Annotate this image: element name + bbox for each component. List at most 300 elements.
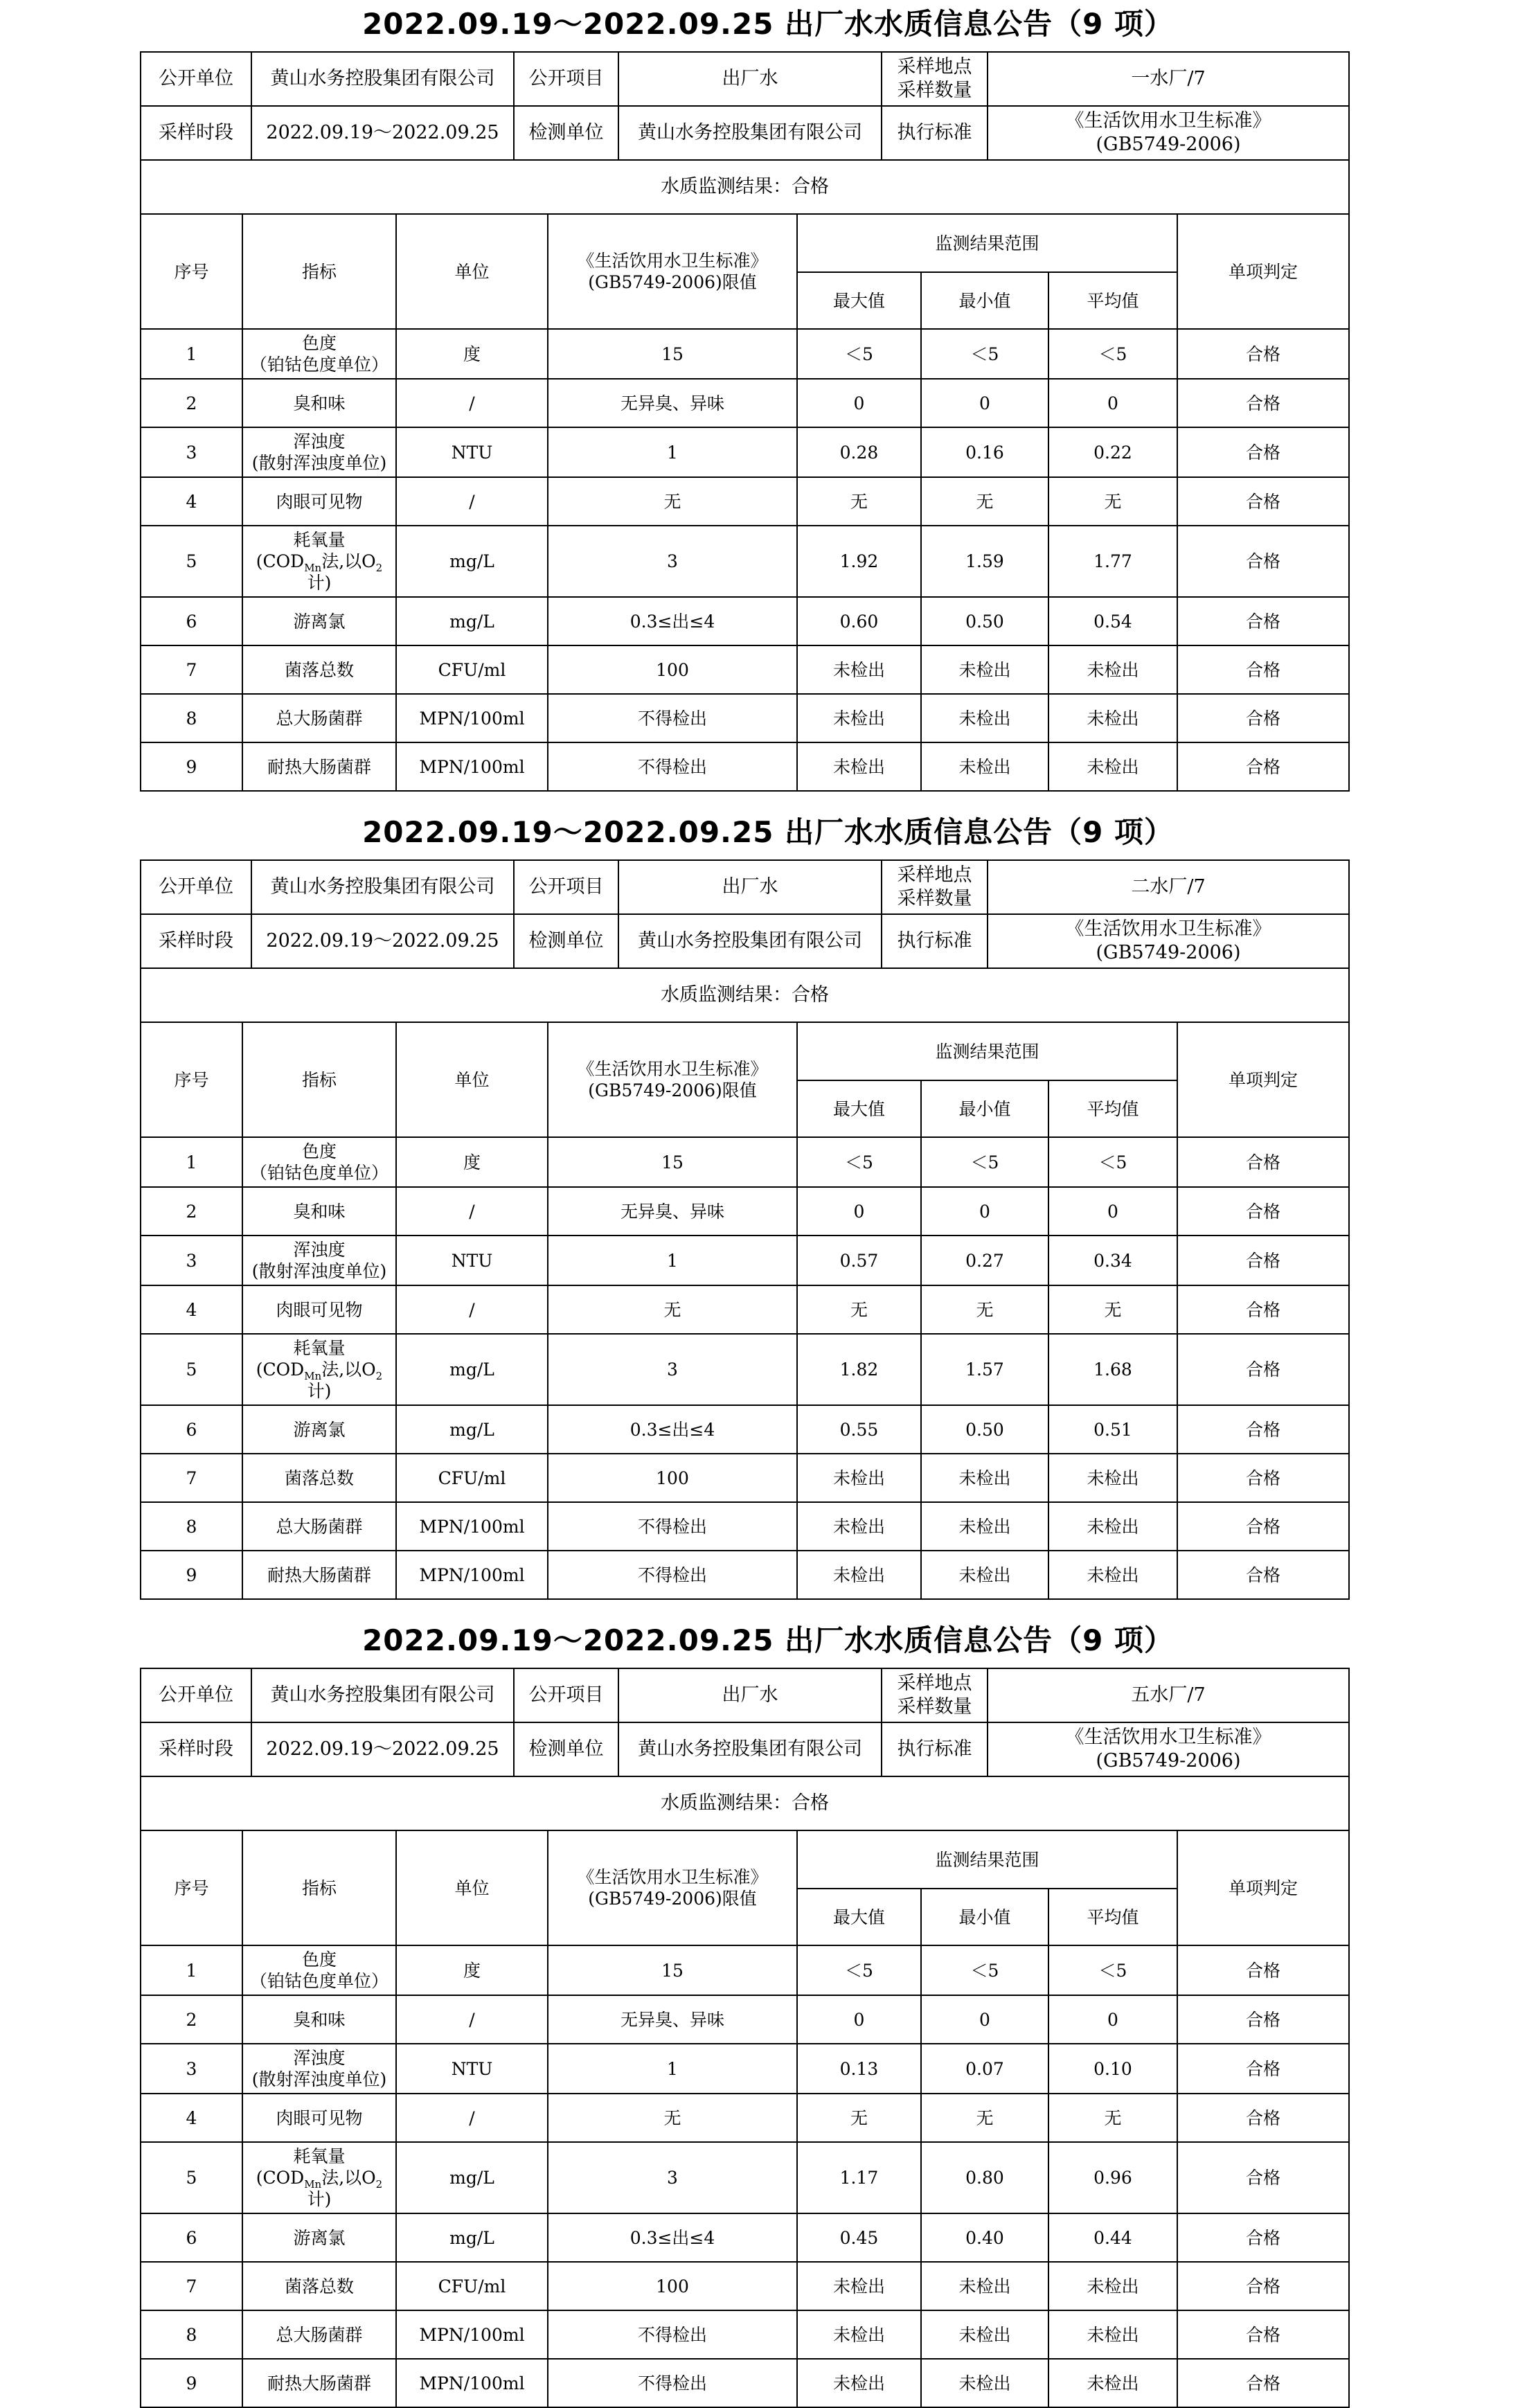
col-header-limit: 《生活饮用水卫生标准》 (GB5749-2006)限值: [548, 1830, 797, 1945]
results-table: [140, 213, 1350, 792]
row-number: 6: [141, 1405, 242, 1454]
indicator-name: 色度 （铂钴色度单位）: [242, 1137, 396, 1187]
judge-value: 合格: [1177, 2310, 1349, 2359]
min-value: ＜5: [921, 329, 1048, 379]
results-body: [141, 1945, 1349, 2407]
row-number: 1: [141, 1945, 242, 1995]
col-header-unit: 单位: [396, 1022, 548, 1137]
max-value: 0: [797, 379, 921, 427]
col-header-avg: 平均值: [1048, 1080, 1177, 1137]
result-row: [141, 1502, 1349, 1551]
avg-value: 1.77: [1048, 526, 1177, 597]
avg-value: 未检出: [1048, 1551, 1177, 1599]
result-row: [141, 2094, 1349, 2142]
result-row: [141, 597, 1349, 645]
judge-value: 合格: [1177, 1405, 1349, 1454]
result-row: [141, 1995, 1349, 2044]
indicator-name: 浑浊度 (散射浑浊度单位): [242, 1236, 396, 1285]
indicator-name: 浑浊度 (散射浑浊度单位): [242, 2044, 396, 2094]
row-number: 1: [141, 1137, 242, 1187]
avg-value: 0.54: [1048, 597, 1177, 645]
results-head: [141, 1830, 1349, 1945]
result-row: [141, 2310, 1349, 2359]
indicator-unit: NTU: [396, 1236, 548, 1285]
avg-value: 0.34: [1048, 1236, 1177, 1285]
min-value: 无: [921, 1285, 1048, 1334]
max-value: ＜5: [797, 1945, 921, 1995]
judge-value: 合格: [1177, 2142, 1349, 2213]
indicator-limit: 1: [548, 427, 797, 477]
row-number: 2: [141, 1187, 242, 1236]
col-header-judge: 单项判定: [1177, 1830, 1349, 1945]
col-header-no: 序号: [141, 1830, 242, 1945]
result-row: [141, 2359, 1349, 2407]
sample-site-count-value: 二水厂/7: [988, 860, 1349, 914]
indicator-unit: MPN/100ml: [396, 1502, 548, 1551]
results-table: [140, 1830, 1350, 2408]
indicator-limit: 3: [548, 2142, 797, 2213]
max-value: 1.82: [797, 1334, 921, 1405]
indicator-unit: /: [396, 1995, 548, 2044]
min-value: 未检出: [921, 1454, 1048, 1502]
min-value: 0.50: [921, 597, 1048, 645]
min-value: 1.59: [921, 526, 1048, 597]
indicator-unit: CFU/ml: [396, 645, 548, 694]
min-value: 未检出: [921, 742, 1048, 791]
test-unit-label: 检测单位: [514, 106, 618, 160]
public-unit-label: 公开单位: [141, 1668, 251, 1722]
indicator-name: 耗氧量 ($COD_{Mn}$法,以$O_2$计): [242, 526, 396, 597]
result-row: [141, 1454, 1349, 1502]
max-value: 0.55: [797, 1405, 921, 1454]
indicator-name: 游离氯: [242, 597, 396, 645]
report-block: [0, 815, 1536, 1600]
result-row: [141, 1945, 1349, 1995]
indicator-name: 肉眼可见物: [242, 477, 396, 526]
result-row: [141, 526, 1349, 597]
max-value: 0: [797, 1995, 921, 2044]
col-header-min: 最小值: [921, 1080, 1048, 1137]
sample-period-value: 2022.09.19～2022.09.25: [251, 106, 514, 160]
col-header-range-group: 监测结果范围: [797, 1022, 1177, 1080]
indicator-unit: 度: [396, 1945, 548, 1995]
public-project-label: 公开项目: [514, 860, 618, 914]
min-value: 未检出: [921, 2310, 1048, 2359]
sample-site-count-label: 采样地点 采样数量: [882, 52, 988, 106]
max-value: ＜5: [797, 1137, 921, 1187]
avg-value: 0.22: [1048, 427, 1177, 477]
indicator-limit: 不得检出: [548, 2310, 797, 2359]
standard-value: 《生活饮用水卫生标准》 (GB5749-2006): [988, 106, 1349, 160]
indicator-name: 浑浊度 (散射浑浊度单位): [242, 427, 396, 477]
min-value: 0.80: [921, 2142, 1048, 2213]
indicator-limit: 100: [548, 2262, 797, 2310]
indicator-name: 肉眼可见物: [242, 1285, 396, 1334]
sample-period-label: 采样时段: [141, 106, 251, 160]
public-unit-label: 公开单位: [141, 52, 251, 106]
result-row: [141, 1285, 1349, 1334]
report-title: 2022.09.19～2022.09.25 出厂水水质信息公告（9 项）: [362, 1623, 1174, 1657]
col-header-avg: 平均值: [1048, 1889, 1177, 1945]
sample-period-label: 采样时段: [141, 914, 251, 968]
result-row: [141, 2142, 1349, 2213]
avg-value: 未检出: [1048, 742, 1177, 791]
col-header-max: 最大值: [797, 272, 921, 329]
row-number: 3: [141, 1236, 242, 1285]
report-info-table: [140, 51, 1350, 215]
indicator-unit: MPN/100ml: [396, 2359, 548, 2407]
overall-result-row: [141, 968, 1349, 1022]
public-project-label: 公开项目: [514, 52, 618, 106]
col-header-limit: 《生活饮用水卫生标准》 (GB5749-2006)限值: [548, 1022, 797, 1137]
results-body: [141, 329, 1349, 791]
indicator-name: 臭和味: [242, 1187, 396, 1236]
judge-value: 合格: [1177, 2359, 1349, 2407]
result-row: [141, 1137, 1349, 1187]
row-number: 9: [141, 2359, 242, 2407]
report-title: 2022.09.19～2022.09.25 出厂水水质信息公告（9 项）: [362, 815, 1174, 849]
results-body: [141, 1137, 1349, 1599]
indicator-unit: /: [396, 477, 548, 526]
judge-value: 合格: [1177, 1236, 1349, 1285]
indicator-unit: MPN/100ml: [396, 742, 548, 791]
indicator-unit: NTU: [396, 427, 548, 477]
info-row-2: [141, 1722, 1349, 1776]
public-project-value: 出厂水: [618, 860, 882, 914]
indicator-name: 臭和味: [242, 1995, 396, 2044]
header-row-top: [141, 214, 1349, 272]
col-header-limit: 《生活饮用水卫生标准》 (GB5749-2006)限值: [548, 214, 797, 329]
results-table: [140, 1022, 1350, 1600]
min-value: 未检出: [921, 694, 1048, 742]
info-row-1: [141, 1668, 1349, 1722]
avg-value: 未检出: [1048, 694, 1177, 742]
max-value: 1.17: [797, 2142, 921, 2213]
result-row: [141, 1405, 1349, 1454]
result-row: [141, 2044, 1349, 2094]
indicator-limit: 0.3≤出≤4: [548, 1405, 797, 1454]
result-row: [141, 694, 1349, 742]
indicator-unit: CFU/ml: [396, 1454, 548, 1502]
col-header-no: 序号: [141, 214, 242, 329]
max-value: 0.57: [797, 1236, 921, 1285]
max-value: ＜5: [797, 329, 921, 379]
max-value: 无: [797, 2094, 921, 2142]
min-value: 0.27: [921, 1236, 1048, 1285]
judge-value: 合格: [1177, 1187, 1349, 1236]
row-number: 5: [141, 2142, 242, 2213]
min-value: 0.07: [921, 2044, 1048, 2094]
max-value: 未检出: [797, 2359, 921, 2407]
min-value: 0.16: [921, 427, 1048, 477]
result-row: [141, 477, 1349, 526]
indicator-limit: 1: [548, 1236, 797, 1285]
standard-value: 《生活饮用水卫生标准》 (GB5749-2006): [988, 914, 1349, 968]
min-value: 未检出: [921, 2262, 1048, 2310]
indicator-unit: mg/L: [396, 1334, 548, 1405]
avg-value: 未检出: [1048, 1454, 1177, 1502]
max-value: 未检出: [797, 694, 921, 742]
judge-value: 合格: [1177, 2094, 1349, 2142]
result-row: [141, 1236, 1349, 1285]
info-row-1: [141, 860, 1349, 914]
indicator-unit: 度: [396, 329, 548, 379]
result-row: [141, 1551, 1349, 1599]
judge-value: 合格: [1177, 694, 1349, 742]
avg-value: 0: [1048, 1187, 1177, 1236]
min-value: 1.57: [921, 1334, 1048, 1405]
indicator-limit: 不得检出: [548, 694, 797, 742]
indicator-unit: MPN/100ml: [396, 1551, 548, 1599]
col-header-range-group: 监测结果范围: [797, 214, 1177, 272]
avg-value: 未检出: [1048, 1502, 1177, 1551]
page: [0, 7, 1536, 2393]
row-number: 2: [141, 379, 242, 427]
test-unit-label: 检测单位: [514, 914, 618, 968]
indicator-name: 菌落总数: [242, 1454, 396, 1502]
row-number: 9: [141, 742, 242, 791]
standard-label: 执行标准: [882, 1722, 988, 1776]
judge-value: 合格: [1177, 1454, 1349, 1502]
row-number: 6: [141, 597, 242, 645]
max-value: 0.60: [797, 597, 921, 645]
indicator-limit: 无异臭、异味: [548, 1187, 797, 1236]
test-unit-value: 黄山水务控股集团有限公司: [618, 1722, 882, 1776]
indicator-name: 总大肠菌群: [242, 1502, 396, 1551]
avg-value: 未检出: [1048, 645, 1177, 694]
public-project-label: 公开项目: [514, 1668, 618, 1722]
indicator-name: 菌落总数: [242, 645, 396, 694]
min-value: ＜5: [921, 1137, 1048, 1187]
report-info-table: [140, 859, 1350, 1023]
indicator-limit: 无: [548, 477, 797, 526]
sample-site-count-label: 采样地点 采样数量: [882, 1668, 988, 1722]
indicator-name: 总大肠菌群: [242, 694, 396, 742]
indicator-limit: 0.3≤出≤4: [548, 2213, 797, 2262]
row-number: 6: [141, 2213, 242, 2262]
public-unit-value: 黄山水务控股集团有限公司: [251, 860, 514, 914]
indicator-name: 耐热大肠菌群: [242, 742, 396, 791]
judge-value: 合格: [1177, 427, 1349, 477]
indicator-unit: MPN/100ml: [396, 2310, 548, 2359]
max-value: 0.28: [797, 427, 921, 477]
min-value: 未检出: [921, 1551, 1048, 1599]
indicator-limit: 不得检出: [548, 1502, 797, 1551]
overall-result: 水质监测结果：合格: [141, 1776, 1349, 1830]
judge-value: 合格: [1177, 1137, 1349, 1187]
header-row-top: [141, 1022, 1349, 1080]
overall-result-row: [141, 160, 1349, 214]
col-header-min: 最小值: [921, 1889, 1048, 1945]
avg-value: ＜5: [1048, 329, 1177, 379]
col-header-max: 最大值: [797, 1080, 921, 1137]
result-row: [141, 742, 1349, 791]
col-header-unit: 单位: [396, 1830, 548, 1945]
max-value: 1.92: [797, 526, 921, 597]
indicator-name: 肉眼可见物: [242, 2094, 396, 2142]
standard-label: 执行标准: [882, 106, 988, 160]
overall-result: 水质监测结果：合格: [141, 160, 1349, 214]
avg-value: 无: [1048, 1285, 1177, 1334]
indicator-name: 耗氧量 ($COD_{Mn}$法,以$O_2$计): [242, 1334, 396, 1405]
judge-value: 合格: [1177, 742, 1349, 791]
indicator-limit: 15: [548, 329, 797, 379]
row-number: 4: [141, 477, 242, 526]
standard-label: 执行标准: [882, 914, 988, 968]
col-header-no: 序号: [141, 1022, 242, 1137]
avg-value: 0: [1048, 379, 1177, 427]
indicator-limit: 3: [548, 1334, 797, 1405]
max-value: 未检出: [797, 1454, 921, 1502]
col-header-indicator: 指标: [242, 1022, 396, 1137]
indicator-unit: 度: [396, 1137, 548, 1187]
row-number: 7: [141, 1454, 242, 1502]
judge-value: 合格: [1177, 1995, 1349, 2044]
col-header-avg: 平均值: [1048, 272, 1177, 329]
row-number: 3: [141, 2044, 242, 2094]
avg-value: 未检出: [1048, 2262, 1177, 2310]
judge-value: 合格: [1177, 379, 1349, 427]
info-row-2: [141, 106, 1349, 160]
col-header-indicator: 指标: [242, 214, 396, 329]
min-value: 未检出: [921, 1502, 1048, 1551]
overall-result: 水质监测结果：合格: [141, 968, 1349, 1022]
indicator-unit: mg/L: [396, 597, 548, 645]
col-header-min: 最小值: [921, 272, 1048, 329]
info-row-1: [141, 52, 1349, 106]
result-row: [141, 379, 1349, 427]
max-value: 0: [797, 1187, 921, 1236]
row-number: 8: [141, 694, 242, 742]
sample-period-value: 2022.09.19～2022.09.25: [251, 1722, 514, 1776]
sample-site-count-label: 采样地点 采样数量: [882, 860, 988, 914]
min-value: ＜5: [921, 1945, 1048, 1995]
indicator-name: 耐热大肠菌群: [242, 2359, 396, 2407]
max-value: 未检出: [797, 1502, 921, 1551]
indicator-unit: /: [396, 1187, 548, 1236]
judge-value: 合格: [1177, 526, 1349, 597]
indicator-limit: 无异臭、异味: [548, 1995, 797, 2044]
indicator-limit: 100: [548, 1454, 797, 1502]
max-value: 未检出: [797, 2262, 921, 2310]
avg-value: 0.96: [1048, 2142, 1177, 2213]
indicator-limit: 不得检出: [548, 2359, 797, 2407]
judge-value: 合格: [1177, 1502, 1349, 1551]
min-value: 无: [921, 2094, 1048, 2142]
indicator-limit: 不得检出: [548, 1551, 797, 1599]
report-block: [0, 7, 1536, 792]
public-unit-label: 公开单位: [141, 860, 251, 914]
judge-value: 合格: [1177, 329, 1349, 379]
row-number: 5: [141, 1334, 242, 1405]
judge-value: 合格: [1177, 597, 1349, 645]
indicator-unit: NTU: [396, 2044, 548, 2094]
report-block: [0, 1623, 1536, 2408]
col-header-judge: 单项判定: [1177, 1022, 1349, 1137]
avg-value: 未检出: [1048, 2310, 1177, 2359]
indicator-limit: 15: [548, 1945, 797, 1995]
avg-value: 无: [1048, 2094, 1177, 2142]
test-unit-label: 检测单位: [514, 1722, 618, 1776]
row-number: 8: [141, 2310, 242, 2359]
avg-value: 1.68: [1048, 1334, 1177, 1405]
max-value: 0.13: [797, 2044, 921, 2094]
public-unit-value: 黄山水务控股集团有限公司: [251, 52, 514, 106]
col-header-indicator: 指标: [242, 1830, 396, 1945]
row-number: 3: [141, 427, 242, 477]
overall-result-row: [141, 1776, 1349, 1830]
sample-site-count-value: 一水厂/7: [988, 52, 1349, 106]
indicator-limit: 无异臭、异味: [548, 379, 797, 427]
report-blocks-container: [0, 7, 1536, 2408]
indicator-unit: /: [396, 379, 548, 427]
indicator-name: 游离氯: [242, 1405, 396, 1454]
row-number: 4: [141, 1285, 242, 1334]
indicator-name: 耗氧量 ($COD_{Mn}$法,以$O_2$计): [242, 2142, 396, 2213]
max-value: 未检出: [797, 742, 921, 791]
avg-value: 未检出: [1048, 2359, 1177, 2407]
result-row: [141, 2213, 1349, 2262]
report-info-table: [140, 1668, 1350, 1831]
judge-value: 合格: [1177, 1945, 1349, 1995]
test-unit-value: 黄山水务控股集团有限公司: [618, 106, 882, 160]
avg-value: 0.51: [1048, 1405, 1177, 1454]
max-value: 未检出: [797, 645, 921, 694]
row-number: 2: [141, 1995, 242, 2044]
sample-period-value: 2022.09.19～2022.09.25: [251, 914, 514, 968]
indicator-unit: /: [396, 1285, 548, 1334]
indicator-name: 菌落总数: [242, 2262, 396, 2310]
max-value: 无: [797, 1285, 921, 1334]
judge-value: 合格: [1177, 1285, 1349, 1334]
row-number: 5: [141, 526, 242, 597]
judge-value: 合格: [1177, 2044, 1349, 2094]
indicator-unit: mg/L: [396, 2142, 548, 2213]
avg-value: 无: [1048, 477, 1177, 526]
sample-site-count-value: 五水厂/7: [988, 1668, 1349, 1722]
min-value: 0: [921, 1995, 1048, 2044]
result-row: [141, 427, 1349, 477]
judge-value: 合格: [1177, 645, 1349, 694]
indicator-name: 色度 （铂钴色度单位）: [242, 1945, 396, 1995]
indicator-limit: 不得检出: [548, 742, 797, 791]
public-project-value: 出厂水: [618, 52, 882, 106]
report-title: 2022.09.19～2022.09.25 出厂水水质信息公告（9 项）: [362, 7, 1174, 41]
max-value: 未检出: [797, 1551, 921, 1599]
result-row: [141, 645, 1349, 694]
judge-value: 合格: [1177, 1551, 1349, 1599]
judge-value: 合格: [1177, 2213, 1349, 2262]
standard-value: 《生活饮用水卫生标准》 (GB5749-2006): [988, 1722, 1349, 1776]
indicator-limit: 0.3≤出≤4: [548, 597, 797, 645]
indicator-limit: 15: [548, 1137, 797, 1187]
row-number: 1: [141, 329, 242, 379]
avg-value: 0: [1048, 1995, 1177, 2044]
row-number: 7: [141, 645, 242, 694]
min-value: 0.50: [921, 1405, 1048, 1454]
indicator-name: 游离氯: [242, 2213, 396, 2262]
col-header-range-group: 监测结果范围: [797, 1830, 1177, 1889]
row-number: 8: [141, 1502, 242, 1551]
avg-value: ＜5: [1048, 1945, 1177, 1995]
indicator-unit: mg/L: [396, 526, 548, 597]
judge-value: 合格: [1177, 2262, 1349, 2310]
result-row: [141, 2262, 1349, 2310]
header-row-top: [141, 1830, 1349, 1889]
min-value: 未检出: [921, 2359, 1048, 2407]
indicator-limit: 无: [548, 2094, 797, 2142]
min-value: 0: [921, 1187, 1048, 1236]
